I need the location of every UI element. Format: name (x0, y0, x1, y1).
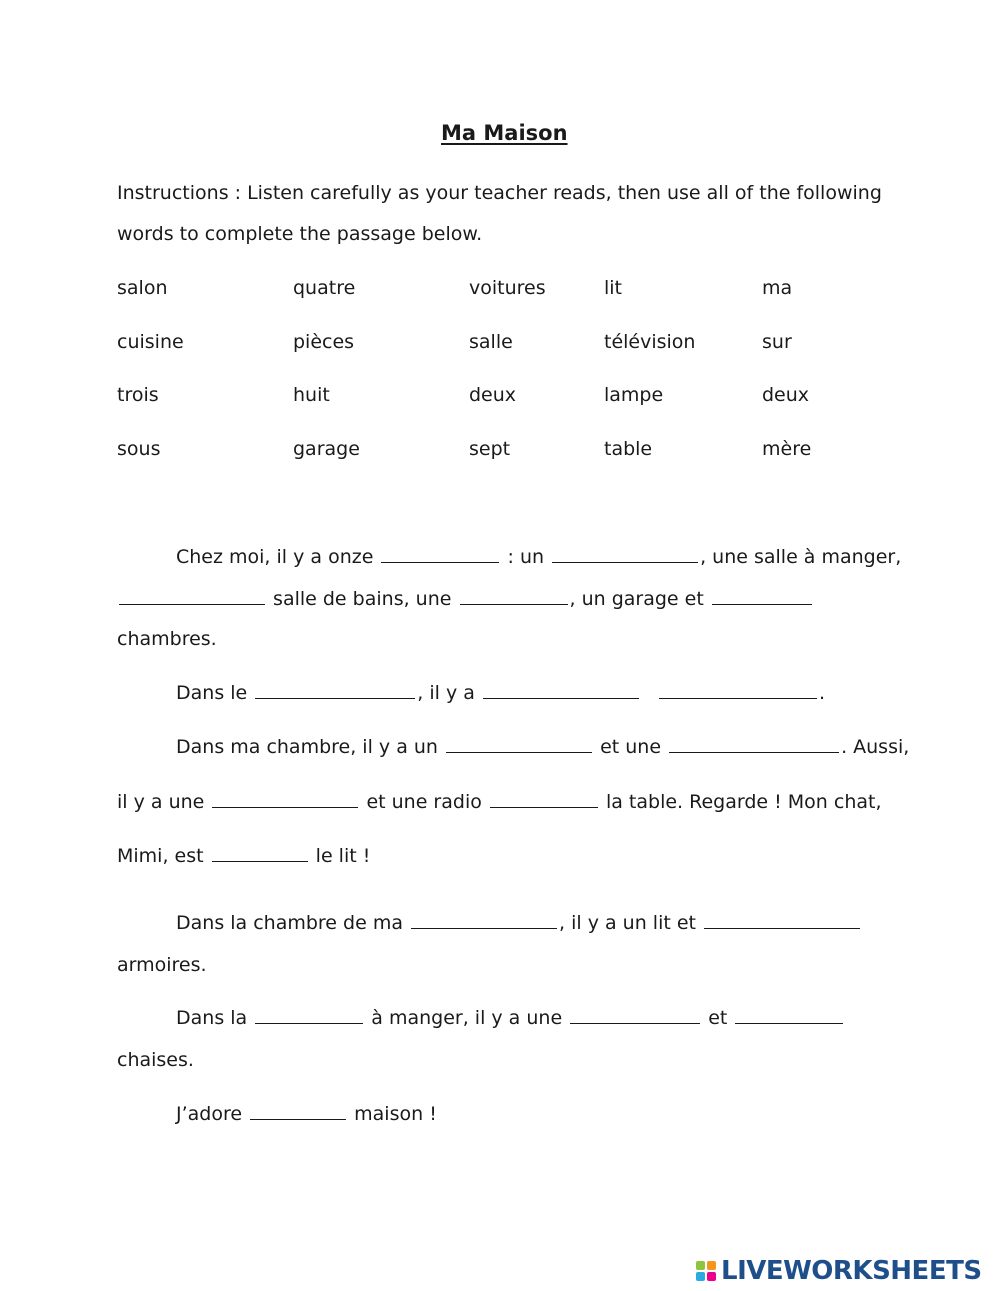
word-bank-item: mère (762, 438, 812, 460)
passage-text: , une salle à manger, (700, 546, 902, 568)
answer-blank-4[interactable] (460, 587, 568, 605)
answer-blank-12[interactable] (490, 790, 598, 808)
word-bank-item: trois (117, 384, 159, 406)
word-bank-item: pièces (293, 331, 355, 353)
word-bank-item: lampe (604, 384, 664, 406)
liveworksheets-logo[interactable] (696, 1256, 982, 1286)
passage-line (176, 545, 901, 569)
answer-blank-14[interactable] (411, 911, 557, 929)
passage-text: salle de bains, une (273, 588, 452, 610)
passage-text: , il y a (417, 682, 475, 704)
word-bank-item: cuisine (117, 331, 184, 353)
word-bank-item: sous (117, 438, 161, 460)
word-bank-item: quatre (293, 277, 356, 299)
passage-line (117, 790, 882, 814)
answer-blank-5[interactable] (712, 587, 812, 605)
passage-text: et (708, 1007, 728, 1029)
passage-text: Mimi, est (117, 845, 204, 867)
passage-text: : un (507, 546, 545, 568)
word-bank-item: deux (469, 384, 517, 406)
answer-blank-11[interactable] (212, 790, 358, 808)
logo-square-orange (707, 1261, 716, 1270)
word-bank-item: télévision (604, 331, 696, 353)
word-bank-item: table (604, 438, 653, 460)
word-bank-item: voitures (469, 277, 546, 299)
answer-blank-19[interactable] (250, 1102, 346, 1120)
page-title: Ma Maison (441, 121, 568, 145)
answer-blank-8[interactable] (659, 681, 817, 699)
word-bank-item: garage (293, 438, 360, 460)
passage-line (176, 1102, 437, 1126)
passage-text: maison ! (354, 1103, 437, 1125)
word-bank-item: huit (293, 384, 330, 406)
passage-line (117, 587, 814, 611)
passage-text: il y a une (117, 791, 205, 813)
answer-blank-17[interactable] (570, 1006, 700, 1024)
word-bank-item: lit (604, 277, 623, 299)
passage-text: , il y a un lit et (559, 912, 696, 934)
passage-text: et une (600, 736, 662, 758)
answer-blank-13[interactable] (212, 844, 308, 862)
passage-line: chambres. (117, 628, 217, 650)
answer-blank-1[interactable] (381, 545, 499, 563)
answer-blank-15[interactable] (704, 911, 860, 929)
logo-square-green (696, 1261, 705, 1270)
answer-blank-10[interactable] (669, 735, 839, 753)
passage-text: Chez moi, il y a onze (176, 546, 374, 568)
passage-text: à manger, il y a une (371, 1007, 563, 1029)
liveworksheets-logo-text: LIVEWORKSHEETS (721, 1256, 982, 1286)
word-bank-item: ma (762, 277, 793, 299)
answer-blank-16[interactable] (255, 1006, 363, 1024)
answer-blank-7[interactable] (483, 681, 639, 699)
passage-text: la table. Regarde ! Mon chat, (605, 791, 882, 813)
passage-text: J’adore (176, 1103, 243, 1125)
answer-blank-18[interactable] (735, 1006, 843, 1024)
liveworksheets-logo-icon (696, 1261, 716, 1281)
passage-line: armoires. (117, 954, 207, 976)
passage-text: le lit ! (315, 845, 371, 867)
passage-line (176, 1006, 845, 1030)
logo-square-cyan (696, 1272, 705, 1281)
instructions-line-2: words to complete the passage below. (117, 223, 483, 245)
passage-text: , un garage et (569, 588, 704, 610)
passage-text: Dans la chambre de ma (176, 912, 403, 934)
passage-line (176, 735, 909, 759)
passage-line (176, 681, 825, 705)
answer-blank-2[interactable] (552, 545, 698, 563)
instructions-line-1: Instructions : Listen carefully as your teacher reads, then use all of the following (117, 182, 882, 204)
word-bank-item: salle (469, 331, 513, 353)
logo-square-pink (707, 1272, 716, 1281)
word-bank-item: salon (117, 277, 168, 299)
passage-line (176, 911, 862, 935)
passage-line (117, 844, 370, 868)
answer-blank-9[interactable] (446, 735, 592, 753)
word-bank-item: sur (762, 331, 792, 353)
answer-blank-3[interactable] (119, 587, 265, 605)
passage-text: Dans ma chambre, il y a un (176, 736, 438, 758)
answer-blank-6[interactable] (255, 681, 415, 699)
passage-text: Dans la (176, 1007, 248, 1029)
passage-text: et une radio (366, 791, 482, 813)
passage-text: Dans le (176, 682, 248, 704)
passage-text: . Aussi, (841, 736, 910, 758)
word-bank-item: sept (469, 438, 511, 460)
passage-text: . (818, 682, 826, 704)
passage-line: chaises. (117, 1049, 194, 1071)
word-bank-item: deux (762, 384, 810, 406)
